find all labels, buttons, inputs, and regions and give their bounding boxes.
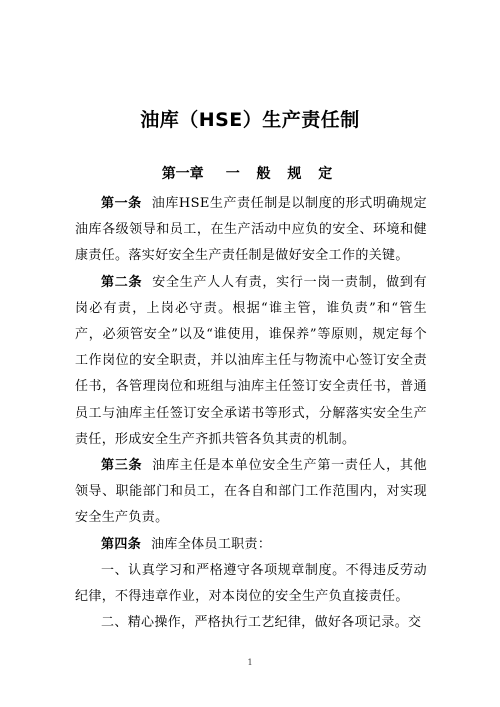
- duty-item-1-text: 一、认真学习和严格遵守各项规章制度。不得违反劳动纪律，不得违章作业，对本岗位的安全生产负直接责任。: [75, 562, 427, 605]
- document-body: [75, 191, 427, 636]
- article-1-paragraph: [75, 191, 427, 270]
- chapter-title: 一 般 规 定: [225, 166, 339, 182]
- article-1-label: 第一条: [101, 196, 142, 211]
- document-title: 油库（HSE）生产责任制: [140, 109, 360, 131]
- article-4-paragraph: [75, 532, 427, 558]
- article-4-text: 油库全体员工职责：: [151, 536, 272, 552]
- chapter-number: 第一章: [161, 166, 204, 182]
- chapter-heading: [0, 163, 500, 183]
- article-2-label: 第二条: [101, 274, 143, 290]
- page-number: 1: [247, 658, 253, 667]
- duty-item-1: [75, 558, 427, 610]
- duty-item-2: [75, 610, 427, 636]
- article-2-text: 安全生产人人有责，实行一岗一责制，做到有岗必有责，上岗必守责。根据“谁主管，谁负责”和“管生产，必须管安全”以及“谁使用，谁保养”等原则，规定每个工作岗位的安全职责，并以油库主任与物流中心签订安全责任书，各管理岗位和班组与油库主任签订安全责任书，普通员工与油库主任签订安全承诺书等形式，分解落实安全生产责任，形成安全生产齐抓共管各负其责的机制。: [75, 274, 427, 447]
- article-3-paragraph: [75, 453, 427, 532]
- article-2-paragraph: [75, 270, 427, 453]
- article-3-text: 油库主任是本单位安全生产第一责任人，其他领导、职能部门和员工，在各自和部门工作范围内，对实现安全生产负责。: [75, 458, 427, 526]
- article-1-text: 油库HSE生产责任制是以制度的形式明确规定油库各级领导和员工，在生产活动中应负的安全、环境和健康责任。落实好安全生产责任制是做好安全工作的关键。: [75, 196, 427, 264]
- article-4-label: 第四条: [101, 536, 142, 552]
- article-3-label: 第三条: [101, 458, 143, 474]
- duty-item-2-text: 二、精心操作，严格执行工艺纪律，做好各项记录。交: [101, 615, 422, 631]
